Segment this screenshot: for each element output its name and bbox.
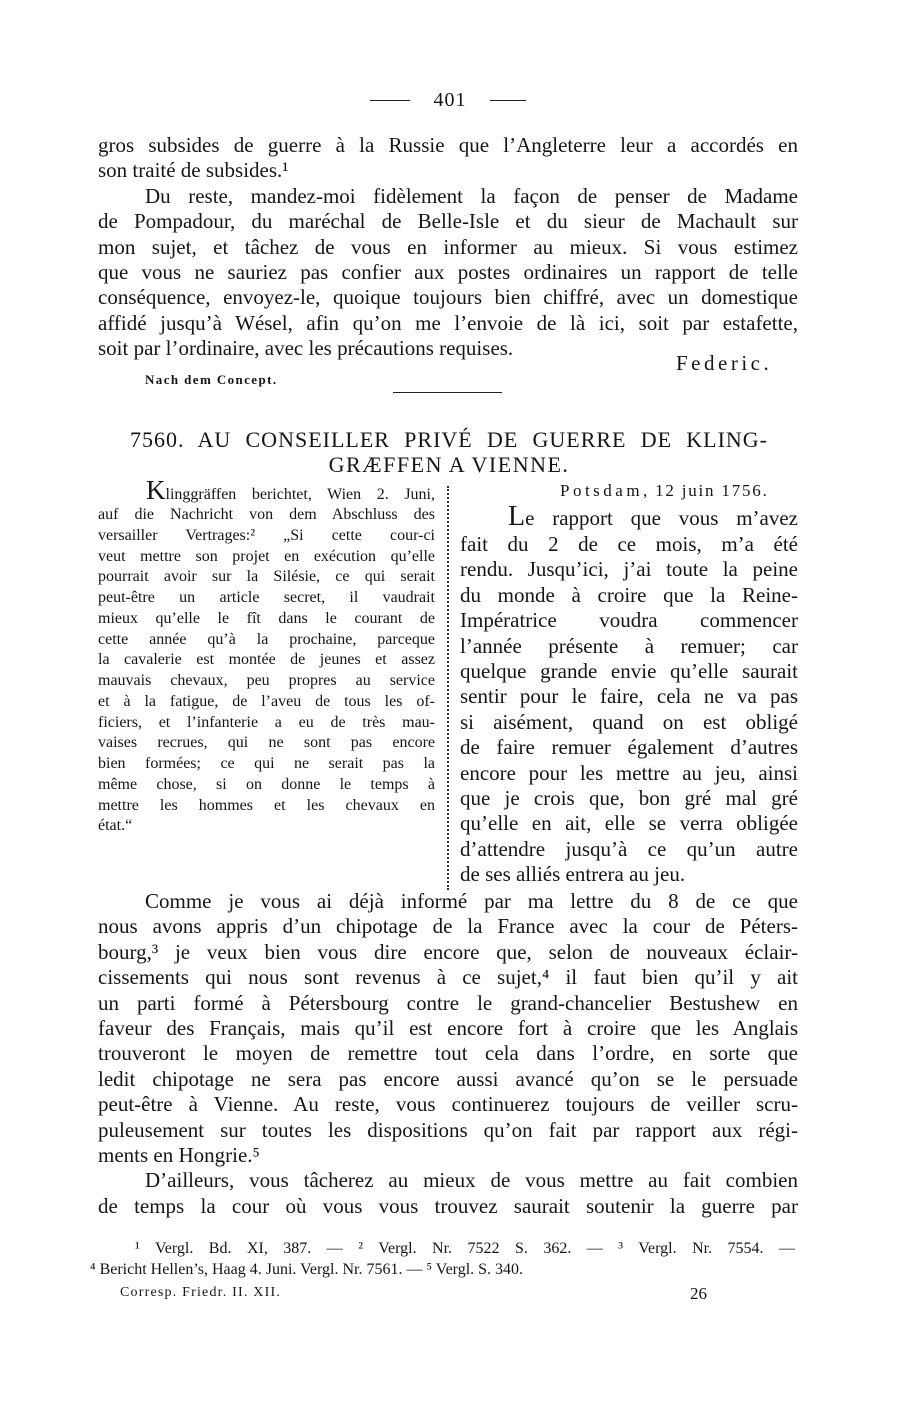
text-line: si aisément, quand on est obligé (460, 709, 798, 734)
summary-line: versailler Vertrages:² „Si cette cour-ci (98, 526, 435, 544)
text-line: de Pompadour, du maréchal de Belle-Isle et du sieur de Machault sur (98, 209, 798, 234)
page-header (370, 88, 526, 112)
text-line: Impératrice voudra commencer (460, 608, 798, 633)
text-line: de faire remuer également d’autres (460, 735, 798, 760)
footer-signature-mark: Corresp. Friedr. II. XII. (120, 1285, 282, 1300)
summary-line: peut-être un article secret, il vaudrait (98, 589, 435, 606)
letter-reply (460, 481, 798, 887)
summary-line: mettre les hommes et les chevaux en (98, 796, 435, 814)
text-line: affidé jusqu’à Wésel, afin qu’on me l’envoie de là ici, soit par estafette, (98, 310, 798, 335)
summary-line: veut mettre son projet en exécution qu’elle (98, 547, 435, 565)
text-line: de ses alliés entrera au jeu. (460, 862, 686, 887)
text-line: Comme je vous ai déjà informé par ma lettre du 8 de ce que (145, 889, 798, 913)
text-line: conséquence, envoyez-le, quoique toujours bien chiffré, avec un domestique (98, 285, 798, 310)
previous-letter-text (98, 133, 798, 362)
text-line: puleusement sur toutes les dispositions qu’on fait par rapport aux régi- (98, 1117, 798, 1142)
text-line: l’année présente à remuer; car (460, 633, 798, 658)
text-line: Le rapport que vous m’avez (508, 501, 798, 532)
header-rule-left (370, 100, 410, 101)
letter-title: AU CONSEILLER PRIVÉ DE GUERRE DE KLING- (197, 427, 768, 452)
header-rule-right (490, 100, 526, 101)
text-line: mon sujet, et tâchez de vous en informer au mieux. Si vous estimez (98, 234, 798, 259)
text-line: du monde à croire que la Reine- (460, 582, 798, 607)
letter-number: 7560. (130, 427, 185, 452)
summary-line: pourrait avoir sur la Silésie, ce qui serait (98, 568, 435, 586)
summary-line: état.“ (98, 817, 133, 835)
summary-line: cette année qu’à la prochaine, parceque (98, 630, 435, 648)
page-number: 401 (433, 89, 467, 111)
text-line: un parti formé à Pétersbourg contre le grand-chancelier Bestushew en (98, 990, 798, 1015)
text-line: quelque grande envie qu’elle saurait (460, 658, 798, 683)
text-line: encore pour les mettre au jeu, ainsi (460, 760, 798, 785)
text-line: son traité de subsides.¹ (98, 158, 289, 183)
dateline-date: 12 juin 1756. (655, 481, 769, 500)
summary-line: ficiers, et l’infanterie a eu de très mau- (98, 713, 435, 731)
letter-body (98, 889, 798, 1219)
source-note: Nach dem Concept. (145, 372, 278, 387)
sheet-number: 26 (690, 1284, 707, 1303)
summary-line: bien formées; ce qui ne serait pas la (98, 755, 435, 772)
summary-line: et à la fatigue, de l’aveu de tous les of- (98, 692, 435, 710)
text-line: gros subsides de guerre à la Russie que l’Angleterre leur a accordés en (98, 133, 798, 157)
text-line: fait du 2 de ce mois, m’a été (460, 532, 798, 556)
text-line: cissements qui nous sont revenus à ce sujet,⁴ il faut bien qu’il y ait (98, 965, 798, 990)
footnote-line: ⁴ Bericht Hellen’s, Haag 4. Juni. Vergl. Nr. 7561. — ⁵ Vergl. S. 340. (90, 1261, 524, 1278)
text-line: sentir pour le faire, cela ne va pas (460, 684, 798, 709)
heading-line (130, 427, 768, 452)
column-divider (447, 486, 449, 890)
footnotes (90, 1238, 795, 1280)
text-line: ledit chipotage ne sera pas encore aussi avancé qu’on se le persuade (98, 1066, 798, 1091)
dateline-place: Potsdam, (560, 481, 651, 500)
text-line: ments en Hongrie.⁵ (98, 1142, 260, 1167)
text-line: qu’elle en ait, elle se verra obligée (460, 811, 798, 836)
text-line: bourg,³ je veux bien vous dire encore que, selon de nouveaux éclair- (98, 939, 798, 964)
report-summary (98, 475, 435, 837)
summary-line: vaises recrues, qui ne sont pas encore (98, 734, 435, 752)
text-line: D’ailleurs, vous tâcherez au mieux de vous mettre au fait combien (145, 1168, 798, 1193)
text-line: rendu. Jusqu’ici, j’ai toute la peine (460, 557, 798, 582)
letter-heading (130, 427, 768, 477)
summary-line: mauvais chevaux, peu propres au service (98, 672, 435, 689)
signature: Federic. (676, 351, 773, 375)
text-line: que vous ne sauriez pas confier aux postes ordinaires un rapport de telle (98, 259, 798, 284)
section-divider (393, 392, 502, 393)
text-line: de temps la cour où vous vous trouvez saurait soutenir la guerre par (98, 1193, 798, 1218)
summary-line: auf die Nachricht von dem Abschluss des (98, 506, 435, 523)
text-line: d’attendre jusqu’à ce qu’un autre (460, 836, 798, 861)
text-line: Du reste, mandez-moi fidèlement la façon de penser de Madame (145, 183, 798, 208)
summary-line: même chose, si on donne le temps à (98, 775, 435, 793)
text-line: nous avons appris d’un chipotage de la France avec la cour de Péters- (98, 914, 798, 939)
text-line: peut-être à Vienne. Au reste, vous continuerez toujours de veiller scru- (98, 1092, 798, 1117)
summary-line: Klinggräffen berichtet, Wien 2. Juni, (146, 475, 435, 505)
footnote-line: ¹ Vergl. Bd. XI, 387. — ² Vergl. Nr. 7522 S. 362. — ³ Vergl. Nr. 7554. — (135, 1240, 795, 1257)
text-line: trouveront le moyen de remettre tout cela dans l’ordre, en sorte que (98, 1041, 798, 1066)
text-line: que je crois que, bon gré mal gré (460, 785, 798, 810)
summary-line: la cavalerie est montée de jeunes et assez (98, 651, 435, 669)
heading-line: GRÆFFEN A VIENNE. (328, 452, 570, 477)
text-line: soit par l’ordinaire, avec les précautions requises. (98, 336, 514, 361)
summary-line: mieux qu’elle le fît dans le courant de (98, 609, 435, 627)
text-line: faveur des Français, mais qu’il est encore fort à croire que les Anglais (98, 1015, 798, 1040)
